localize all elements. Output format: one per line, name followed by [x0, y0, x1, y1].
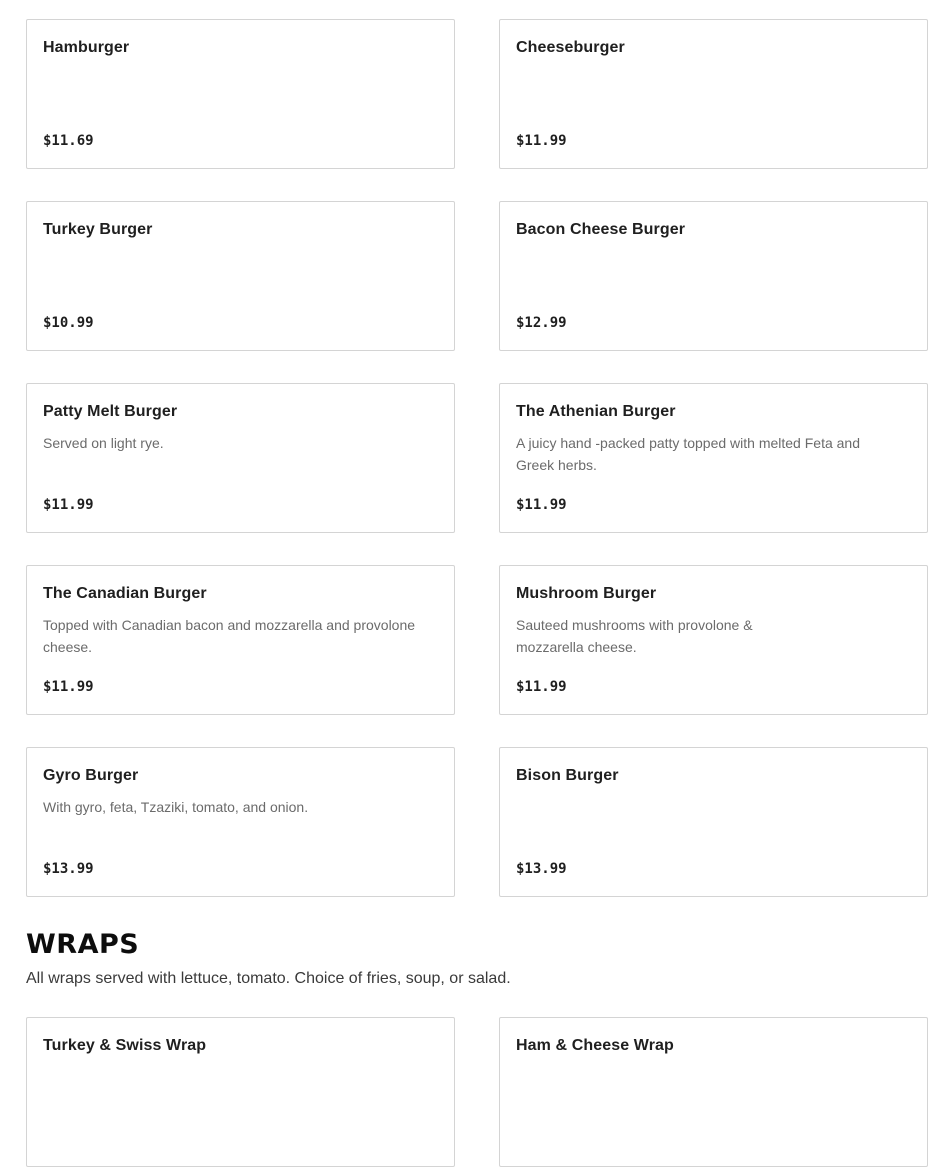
menu-item-price: $13.99: [516, 861, 567, 877]
menu-item-name: Bison Burger: [516, 767, 619, 784]
menu-item-name: Mushroom Burger: [516, 585, 657, 602]
menu-item-name: Bacon Cheese Burger: [516, 221, 686, 238]
menu-item-card[interactable]: [26, 1017, 455, 1167]
menu-item-name: Hamburger: [43, 39, 130, 56]
menu-item-card[interactable]: [499, 565, 928, 715]
menu-item-price: $11.99: [516, 133, 567, 149]
menu-item-price: $11.69: [43, 133, 94, 149]
menu-item-name: The Athenian Burger: [516, 403, 676, 420]
menu-item-card[interactable]: [499, 201, 928, 351]
wraps-menu-grid: [26, 1017, 928, 1167]
menu-item-price: $11.99: [516, 679, 567, 695]
menu-item-description: Sauteed mushrooms with provolone & mozzarella cheese.: [516, 617, 753, 655]
menu-item-price: $11.99: [43, 497, 94, 513]
section-description: All wraps served with lettuce, tomato. Choice of fries, soup, or salad.: [26, 970, 511, 987]
menu-item-card[interactable]: [499, 383, 928, 533]
menu-item-price: $11.99: [43, 679, 94, 695]
menu-item-price: $10.99: [43, 315, 94, 331]
menu-item-card[interactable]: [26, 201, 455, 351]
menu-item-price: $13.99: [43, 861, 94, 877]
menu-item-card[interactable]: [26, 565, 455, 715]
menu-item-price: $12.99: [516, 315, 567, 331]
menu-item-name: Gyro Burger: [43, 767, 139, 784]
menu-item-name: Turkey & Swiss Wrap: [43, 1037, 207, 1054]
menu-item-card[interactable]: [499, 19, 928, 169]
menu-item-description: With gyro, feta, Tzaziki, tomato, and onion.: [43, 799, 309, 815]
menu-item-name: Turkey Burger: [43, 221, 153, 238]
menu-item-card[interactable]: [26, 19, 455, 169]
menu-item-price: $11.99: [516, 497, 567, 513]
menu-item-name: Ham & Cheese Wrap: [516, 1037, 674, 1054]
menu-item-card[interactable]: [499, 747, 928, 897]
menu-item-card[interactable]: [499, 1017, 928, 1167]
section-title-wraps: WRAPS: [26, 929, 140, 960]
menu-item-description: Served on light rye.: [43, 435, 164, 451]
menu-item-name: Cheeseburger: [516, 39, 625, 56]
menu-item-name: The Canadian Burger: [43, 585, 207, 602]
burgers-menu-grid: [26, 19, 928, 897]
menu-item-name: Patty Melt Burger: [43, 403, 178, 420]
menu-item-description: Topped with Canadian bacon and mozzarella and provolone cheese.: [43, 617, 416, 655]
menu-item-card[interactable]: [26, 383, 455, 533]
menu-item-card[interactable]: [26, 747, 455, 897]
menu-item-description: A juicy hand -packed patty topped with melted Feta and Greek herbs.: [516, 435, 860, 473]
